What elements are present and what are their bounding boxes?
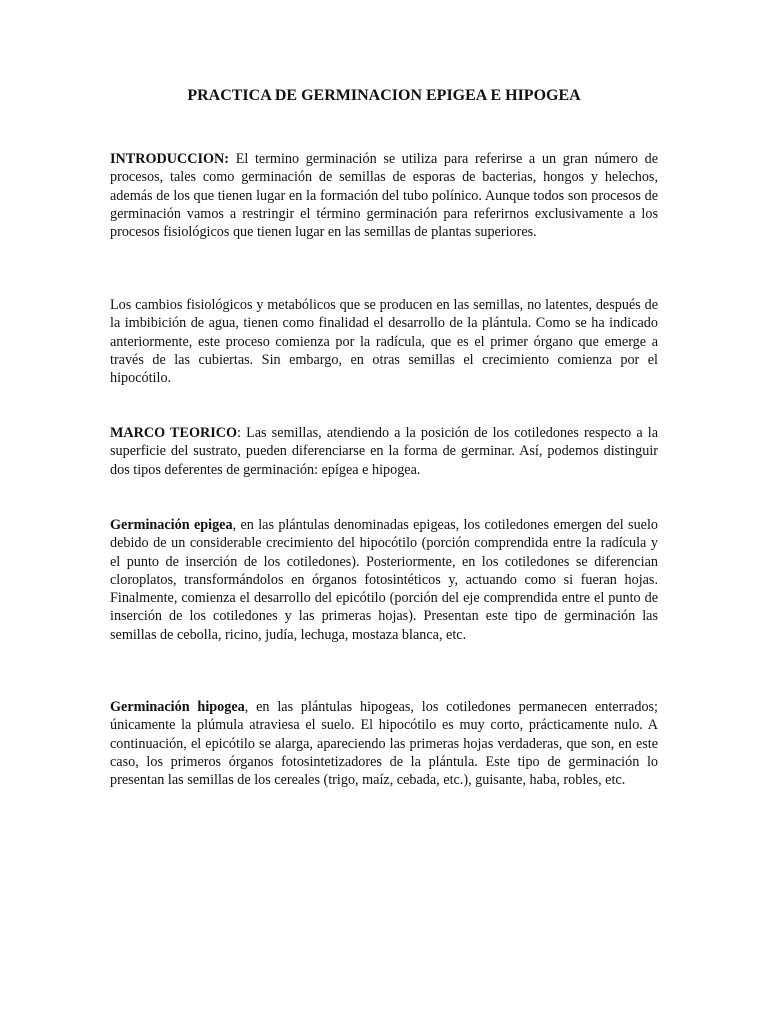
marco-text: : Las semillas, atendiendo a la posición de los cotiledones respecto a la superficie del sustrato, pueden diferenciarse en la forma de germinar. Así, podemos distinguir dos tipos deferentes de germinación: epígea e hipogea.: [110, 425, 658, 478]
marco-heading: MARCO TEORICO: [110, 425, 238, 441]
paragraph-germinacion-hipogea: [110, 698, 658, 789]
paragraph-germinacion-epigea: [110, 516, 658, 644]
paragraph-marco-teorico: [110, 424, 658, 479]
paragraph-cambios: [110, 296, 658, 387]
epigea-text: , en las plántulas denominadas epigeas, los cotiledones emergen del suelo debido de un considerable crecimiento del hipocótilo (porción comprendida entre la radícula y el punto de inserción de los cotiledones). Posteriormente, en los cotiledones se diferencian cloroplatos, transformándolos en órganos fotosintéticos y, actuando como si fueran hojas. Finalmente, comienza el desarrollo del epicótilo (porción del eje comprendida entre el punto de inserción de los cotiledones y las primeras hojas). Presentan este tipo de germinación las semillas de cebolla, ricino, judía, lechuga, mostaza blanca, etc.: [110, 517, 658, 643]
epigea-heading: Germinación epigea: [110, 517, 233, 533]
cambios-text: Los cambios fisiológicos y metabólicos que se producen en las semillas, no latentes, después de la imbibición de agua, tienen como finalidad el desarrollo de la plántula. Como se ha indicado anteriormente, este proceso comienza por la radícula, que es el primer órgano que emerge a través de las cubiertas. Sin embargo, en otras semillas el crecimiento comienza por el hipocótilo.: [110, 297, 658, 387]
introduccion-heading: INTRODUCCION:: [110, 151, 230, 167]
introduccion-text: El termino germinación se utiliza para referirse a un gran número de procesos, tales como germinación de semillas de esporas de bacterias, hongos y helechos, además de los que tienen lugar en la formación del tubo polínico. Aunque todos son procesos de germinación vamos a restringir el término germinación para referirnos exclusivamente a los procesos fisiológicos que tienen lugar en las semillas de plantas superiores.: [110, 151, 658, 241]
hipogea-text: , en las plántulas hipogeas, los cotiledones permanecen enterrados; únicamente la plúmula atraviesa el suelo. El hipocótilo es muy corto, prácticamente nulo. A continuación, el epicótilo se alarga, apareciendo las primeras hojas verdaderas, que son, en este caso, los primeros órganos fotosintetizadores de la plántula. Este tipo de germinación lo presentan las semillas de los cereales (trigo, maíz, cebada, etc.), guisante, haba, robles, etc.: [110, 699, 658, 789]
paragraph-introduccion: [110, 150, 658, 241]
document-title: PRACTICA DE GERMINACION EPIGEA E HIPOGEA: [187, 87, 581, 104]
hipogea-heading: Germinación hipogea: [110, 699, 245, 715]
